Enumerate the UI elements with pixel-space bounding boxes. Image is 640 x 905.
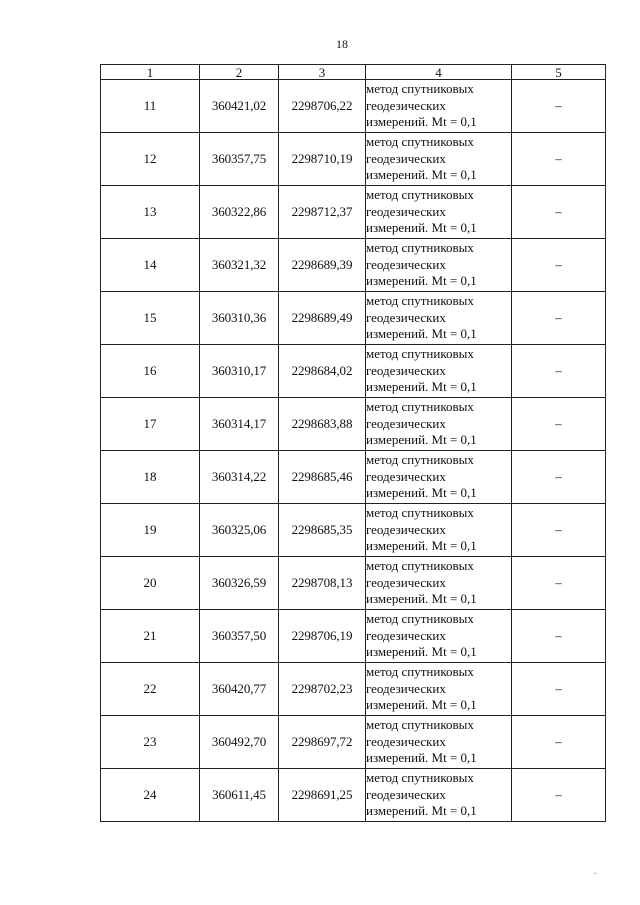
column-5-cell: – <box>512 663 606 716</box>
method-line-3: измерений. Mt = 0,1 <box>366 273 477 289</box>
point-number-cell: 20 <box>101 557 200 610</box>
y-coordinate-cell: 2298710,19 <box>279 133 366 186</box>
y-coordinate-cell: 2298697,72 <box>279 716 366 769</box>
method-line-1: метод спутниковых <box>366 664 474 680</box>
column-5-cell: – <box>512 345 606 398</box>
method-line-1: метод спутниковых <box>366 399 474 415</box>
x-coordinate-cell: 360420,77 <box>200 663 279 716</box>
column-5-cell: – <box>512 80 606 133</box>
method-line-1: метод спутниковых <box>366 240 474 256</box>
y-coordinate-cell: 2298689,49 <box>279 292 366 345</box>
x-coordinate-cell: 360321,32 <box>200 239 279 292</box>
coordinates-table <box>100 64 606 822</box>
table-body <box>101 80 606 822</box>
y-coordinate-cell: 2298706,22 <box>279 80 366 133</box>
table-row <box>101 716 606 769</box>
point-number-cell: 24 <box>101 769 200 822</box>
method-line-1: метод спутниковых <box>366 134 474 150</box>
y-coordinate-cell: 2298683,88 <box>279 398 366 451</box>
point-number-cell: 14 <box>101 239 200 292</box>
y-coordinate-cell: 2298685,35 <box>279 504 366 557</box>
method-cell <box>366 769 512 822</box>
x-coordinate-cell: 360314,22 <box>200 451 279 504</box>
method-line-2: геодезических <box>366 574 446 590</box>
method-line-1: метод спутниковых <box>366 452 474 468</box>
method-line-3: измерений. Mt = 0,1 <box>366 167 477 183</box>
page-number: 18 <box>336 37 348 51</box>
method-line-3: измерений. Mt = 0,1 <box>366 538 477 554</box>
point-number-cell: 17 <box>101 398 200 451</box>
column-5-cell: – <box>512 398 606 451</box>
method-cell <box>366 345 512 398</box>
method-cell <box>366 292 512 345</box>
x-coordinate-cell: 360310,17 <box>200 345 279 398</box>
method-line-1: метод спутниковых <box>366 558 474 574</box>
table-row <box>101 292 606 345</box>
method-line-3: измерений. Mt = 0,1 <box>366 220 477 236</box>
method-line-2: геодезических <box>366 521 446 537</box>
column-5-cell: – <box>512 504 606 557</box>
table-row <box>101 186 606 239</box>
method-cell <box>366 663 512 716</box>
method-line-2: геодезических <box>366 786 446 802</box>
y-coordinate-cell: 2298685,46 <box>279 451 366 504</box>
table-row <box>101 610 606 663</box>
method-line-2: геодезических <box>366 150 446 166</box>
x-coordinate-cell: 360421,02 <box>200 80 279 133</box>
column-5-cell: – <box>512 716 606 769</box>
method-line-3: измерений. Mt = 0,1 <box>366 485 477 501</box>
method-line-3: измерений. Mt = 0,1 <box>366 803 477 819</box>
point-number-cell: 18 <box>101 451 200 504</box>
point-number-cell: 16 <box>101 345 200 398</box>
method-cell <box>366 80 512 133</box>
y-coordinate-cell: 2298689,39 <box>279 239 366 292</box>
method-line-2: геодезических <box>366 680 446 696</box>
x-coordinate-cell: 360357,75 <box>200 133 279 186</box>
method-cell <box>366 610 512 663</box>
y-coordinate-cell: 2298708,13 <box>279 557 366 610</box>
table-row <box>101 239 606 292</box>
method-line-2: геодезических <box>366 362 446 378</box>
method-cell <box>366 239 512 292</box>
method-cell <box>366 186 512 239</box>
point-number-cell: 15 <box>101 292 200 345</box>
method-cell <box>366 557 512 610</box>
method-line-1: метод спутниковых <box>366 505 474 521</box>
method-cell <box>366 133 512 186</box>
column-header-5: 5 <box>512 65 606 80</box>
y-coordinate-cell: 2298684,02 <box>279 345 366 398</box>
method-line-3: измерений. Mt = 0,1 <box>366 750 477 766</box>
table-row <box>101 345 606 398</box>
method-line-1: метод спутниковых <box>366 346 474 362</box>
column-5-cell: – <box>512 451 606 504</box>
method-cell <box>366 451 512 504</box>
point-number-cell: 22 <box>101 663 200 716</box>
method-line-1: метод спутниковых <box>366 611 474 627</box>
footer-mark: . <box>594 866 597 876</box>
method-line-1: метод спутниковых <box>366 293 474 309</box>
x-coordinate-cell: 360611,45 <box>200 769 279 822</box>
table-row <box>101 451 606 504</box>
method-line-3: измерений. Mt = 0,1 <box>366 697 477 713</box>
column-header-1: 1 <box>101 65 200 80</box>
point-number-cell: 23 <box>101 716 200 769</box>
x-coordinate-cell: 360322,86 <box>200 186 279 239</box>
column-5-cell: – <box>512 239 606 292</box>
column-5-cell: – <box>512 557 606 610</box>
point-number-cell: 21 <box>101 610 200 663</box>
method-line-3: измерений. Mt = 0,1 <box>366 644 477 660</box>
table-row <box>101 504 606 557</box>
method-line-3: измерений. Mt = 0,1 <box>366 114 477 130</box>
column-5-cell: – <box>512 292 606 345</box>
y-coordinate-cell: 2298712,37 <box>279 186 366 239</box>
y-coordinate-cell: 2298702,23 <box>279 663 366 716</box>
point-number-cell: 19 <box>101 504 200 557</box>
method-line-3: измерений. Mt = 0,1 <box>366 591 477 607</box>
point-number-cell: 12 <box>101 133 200 186</box>
method-line-2: геодезических <box>366 256 446 272</box>
column-5-cell: – <box>512 133 606 186</box>
column-5-cell: – <box>512 186 606 239</box>
method-line-1: метод спутниковых <box>366 187 474 203</box>
x-coordinate-cell: 360326,59 <box>200 557 279 610</box>
column-5-cell: – <box>512 769 606 822</box>
y-coordinate-cell: 2298706,19 <box>279 610 366 663</box>
method-line-1: метод спутниковых <box>366 81 474 97</box>
method-cell <box>366 398 512 451</box>
method-line-2: геодезических <box>366 627 446 643</box>
x-coordinate-cell: 360314,17 <box>200 398 279 451</box>
method-line-2: геодезических <box>366 733 446 749</box>
method-line-2: геодезических <box>366 415 446 431</box>
column-header-3: 3 <box>279 65 366 80</box>
point-number-cell: 11 <box>101 80 200 133</box>
method-cell <box>366 504 512 557</box>
table-row <box>101 133 606 186</box>
x-coordinate-cell: 360492,70 <box>200 716 279 769</box>
x-coordinate-cell: 360310,36 <box>200 292 279 345</box>
method-line-3: измерений. Mt = 0,1 <box>366 326 477 342</box>
method-cell <box>366 716 512 769</box>
method-line-2: геодезических <box>366 309 446 325</box>
method-line-2: геодезических <box>366 468 446 484</box>
method-line-1: метод спутниковых <box>366 770 474 786</box>
table-header-row <box>101 65 606 80</box>
method-line-2: геодезических <box>366 97 446 113</box>
method-line-2: геодезических <box>366 203 446 219</box>
table-row <box>101 769 606 822</box>
method-line-3: измерений. Mt = 0,1 <box>366 432 477 448</box>
y-coordinate-cell: 2298691,25 <box>279 769 366 822</box>
table-row <box>101 557 606 610</box>
table-row <box>101 80 606 133</box>
column-5-cell: – <box>512 610 606 663</box>
x-coordinate-cell: 360325,06 <box>200 504 279 557</box>
table-row <box>101 398 606 451</box>
point-number-cell: 13 <box>101 186 200 239</box>
x-coordinate-cell: 360357,50 <box>200 610 279 663</box>
table-row <box>101 663 606 716</box>
column-header-4: 4 <box>366 65 512 80</box>
column-header-2: 2 <box>200 65 279 80</box>
method-line-3: измерений. Mt = 0,1 <box>366 379 477 395</box>
method-line-1: метод спутниковых <box>366 717 474 733</box>
